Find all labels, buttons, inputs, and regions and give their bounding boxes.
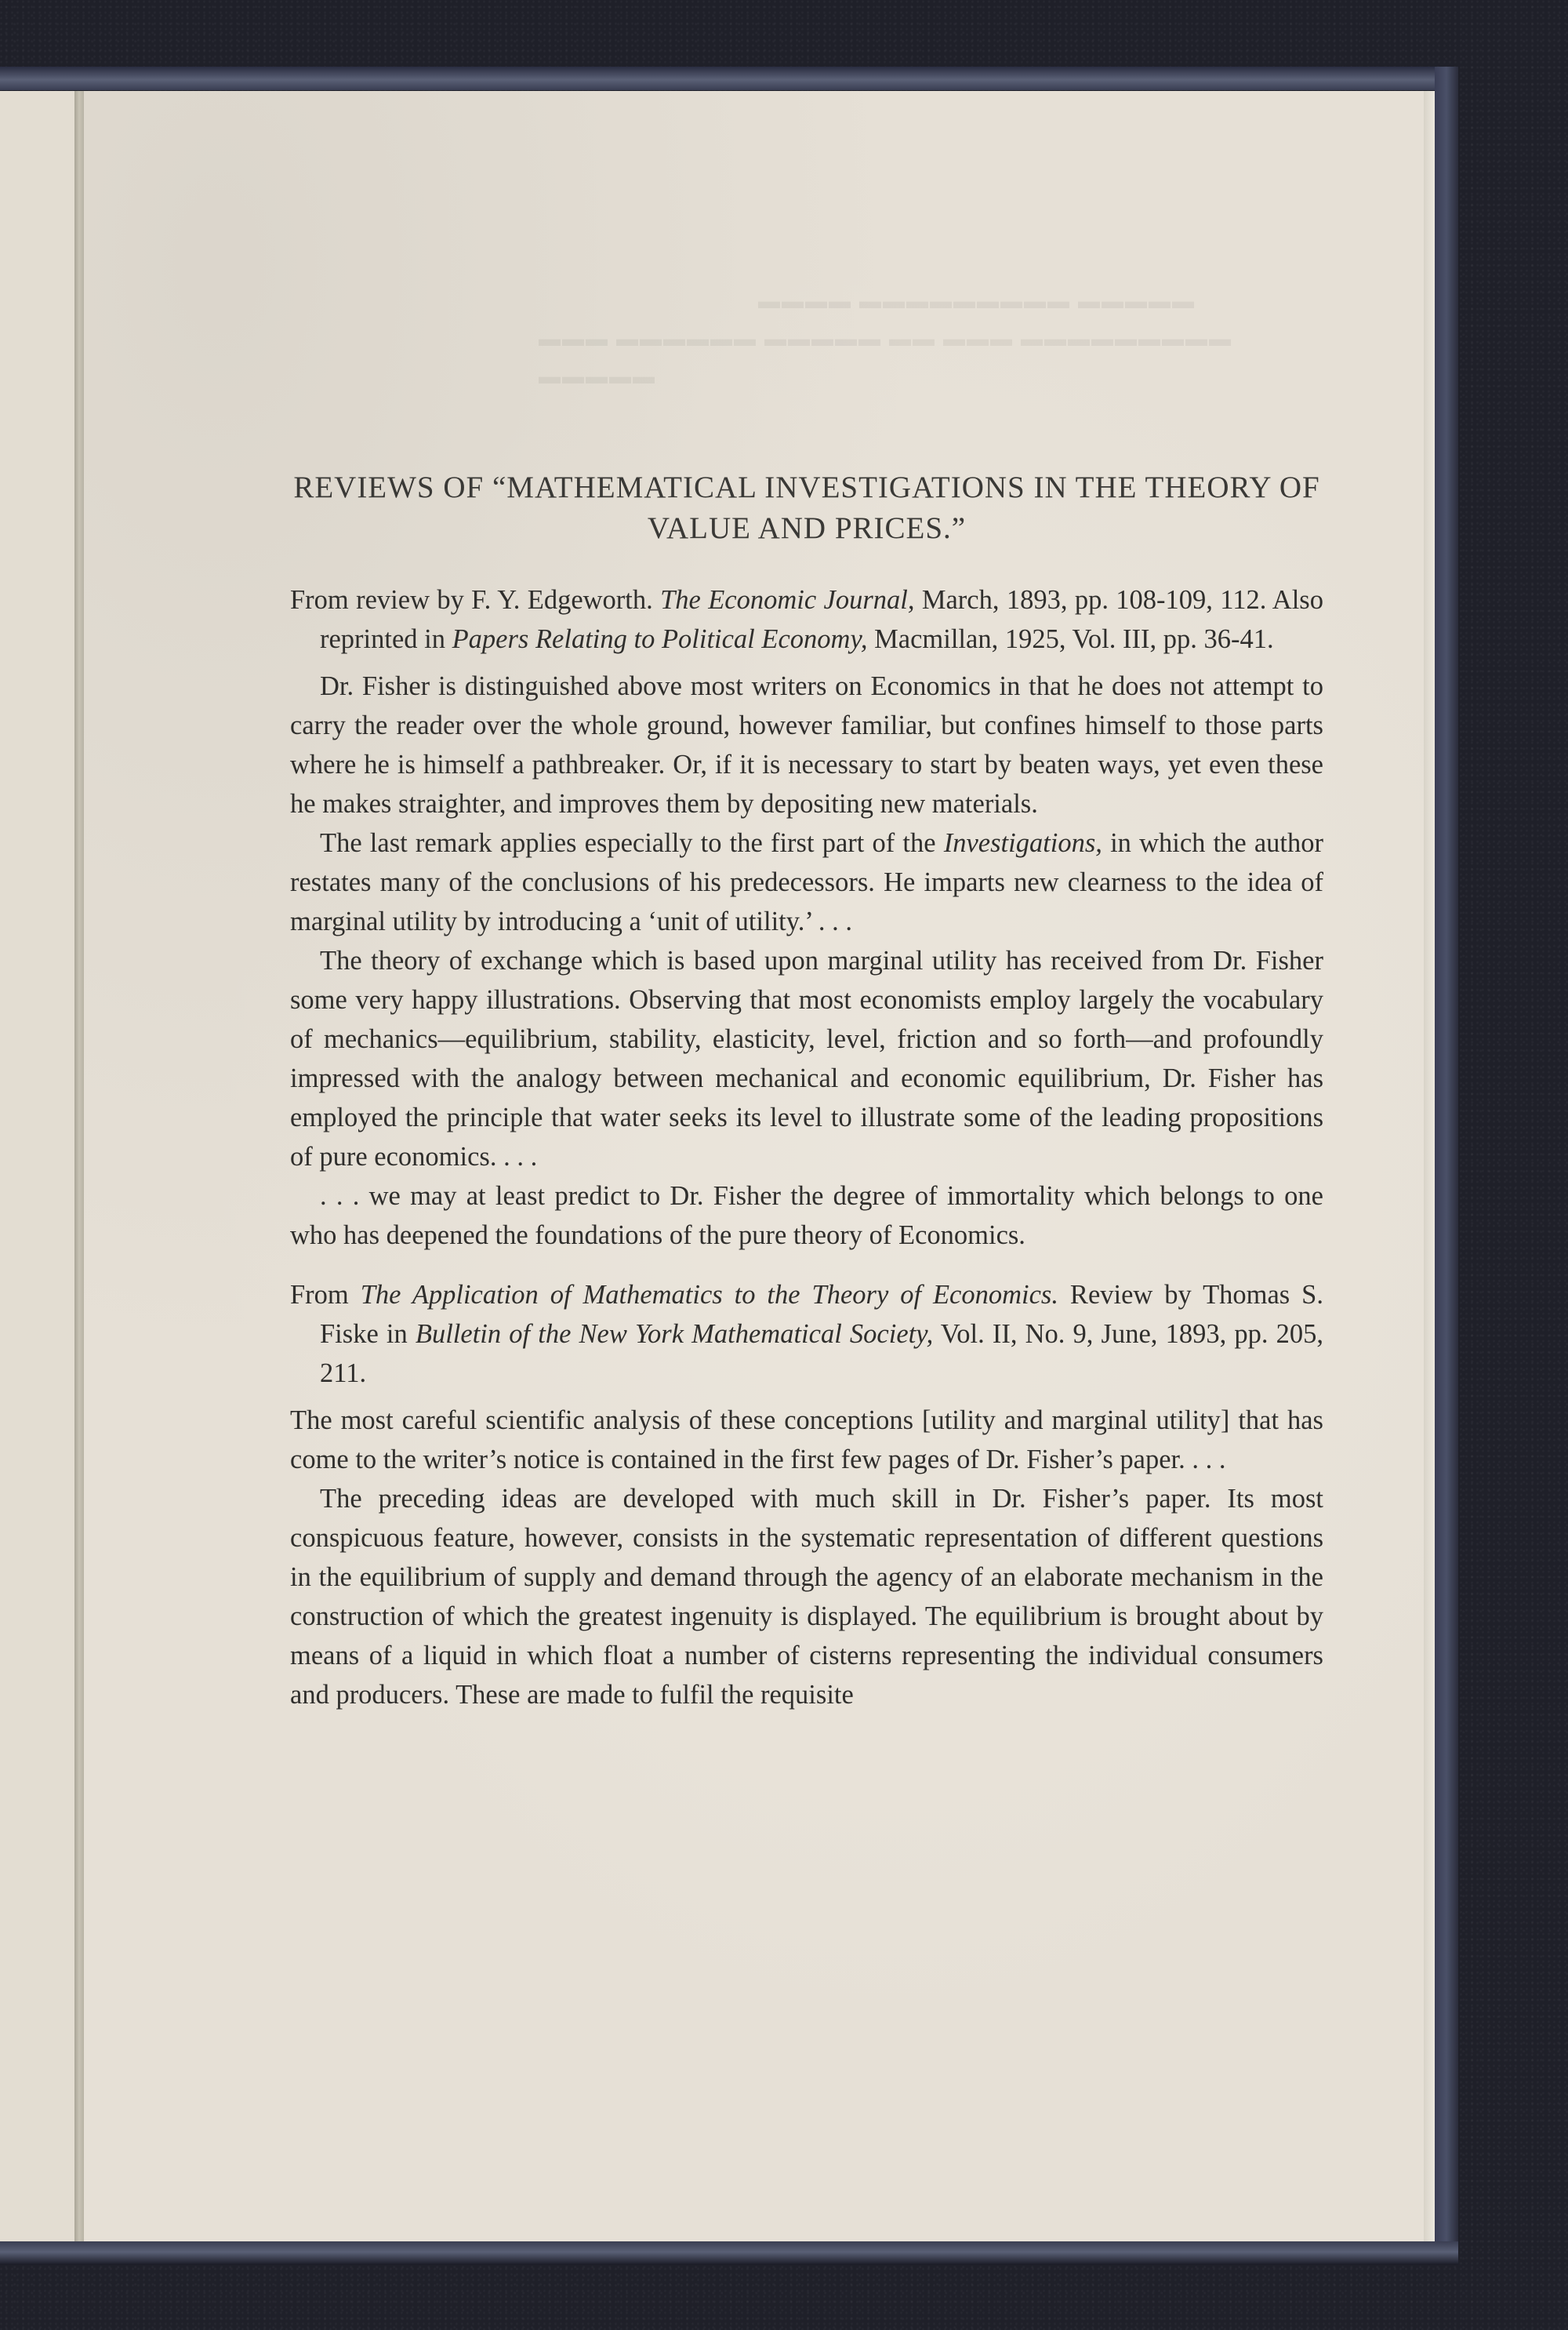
paragraph-text: in which the author restates many of the conclusions of his predecessors. He imparts new clearness to the idea of marginal utility by introducing a ‘unit of utility.’ . . . bbox=[290, 828, 1323, 936]
section-gap bbox=[290, 1255, 1323, 1275]
citation-book: Papers Relating to Political Economy, bbox=[452, 624, 868, 654]
review-2-paragraph-1: The most careful scientific analysis of these conceptions [utility and marginal utility] that has come to the writer’s notice is contained in the first few pages of Dr. Fisher’s paper. . . . bbox=[290, 1405, 1323, 1474]
review-1-paragraph-2 bbox=[290, 823, 1323, 941]
review-1-paragraph-4: . . . we may at least predict to Dr. Fisher the degree of immortality which belongs to one who has deepened the foundations of the pure theory of Economics. bbox=[290, 1181, 1323, 1250]
citation-work: The Application of Mathematics to the Theory of Economics. bbox=[360, 1280, 1058, 1310]
review-1-paragraph-1: Dr. Fisher is distinguished above most writers on Economics in that he does not attempt to carry the reader over the whole ground, however familiar, but confines himself to those parts where he is himself a pathbreaker. Or, if it is necessary to start by beaten ways, yet even these he makes straighter, and improves them by depositing new materials. bbox=[290, 671, 1323, 819]
paragraph-text: The last remark applies especially to the first part of the bbox=[320, 828, 944, 858]
review-1-paragraph-3: The theory of exchange which is based upon marginal utility has received from Dr. Fisher some very happy illustrations. Observing that most economists employ largely the vocabulary of mechanics—equilibrium, stability, elasticity, level, friction and so forth—and profoundly impressed with the analogy between mechanical and economic equilibrium, Dr. Fisher has employed the principle that water seeks its level to illustrate some of the leading propositions of pure economics. . . . bbox=[290, 946, 1323, 1172]
citation-text: Vol. II, No. 9, June, 1893, pp. 205, 211. bbox=[320, 1319, 1323, 1388]
citation-journal: Bulletin of the New York Mathematical Society, bbox=[415, 1319, 934, 1349]
citation-text: March, 1893, pp. 108-109, 112. Also reprinted in bbox=[320, 585, 1323, 654]
citation-text: Review by Thomas S. Fiske in bbox=[320, 1280, 1323, 1349]
citation-text: Macmillan, 1925, Vol. III, pp. 36-41. bbox=[867, 624, 1274, 654]
citation-text: From bbox=[290, 1280, 361, 1310]
page-fore-edge bbox=[1424, 91, 1435, 2241]
review-1-citation bbox=[290, 580, 1323, 659]
review-2-paragraph-2: The preceding ideas are developed with much skill in Dr. Fisher’s paper. Its most conspicuous feature, however, consists in the systematic representation of different questions in the equilibrium of supply and demand through the agency of an elaborate mechanism in the construction of which the greatest ingenuity is displayed. The equilibrium is brought about by means of a liquid in which float a number of cisterns representing the individual consumers and producers. These are made to fulfil the requisite bbox=[290, 1484, 1323, 1710]
book-cover-right-edge bbox=[1435, 67, 1458, 2263]
book-cover-bottom-edge bbox=[0, 2241, 1458, 2265]
page-text bbox=[290, 467, 1323, 1714]
citation-journal: The Economic Journal, bbox=[660, 585, 915, 615]
page-gutter bbox=[74, 91, 84, 2241]
book-page bbox=[84, 91, 1435, 2241]
review-2-citation bbox=[290, 1275, 1323, 1393]
show-through-text: ▬▬▬▬ ▬▬▬▬▬▬▬▬▬ ▬▬▬▬▬ ▬▬▬ ▬▬▬▬▬▬ ▬▬▬▬▬ ▬▬ ▬▬▬ ▬▬▬▬▬▬▬▬▬ ▬▬▬▬▬ bbox=[539, 289, 1232, 389]
paragraph-italic: Investigations, bbox=[943, 828, 1102, 858]
left-page-edge bbox=[0, 91, 74, 2241]
citation-text: From review by F. Y. Edgeworth. bbox=[290, 585, 661, 615]
book-cover-top-edge bbox=[0, 67, 1458, 90]
page-title: REVIEWS OF “MATHEMATICAL INVESTIGATIONS IN THE THEORY OF VALUE AND PRICES.” bbox=[293, 471, 1320, 545]
